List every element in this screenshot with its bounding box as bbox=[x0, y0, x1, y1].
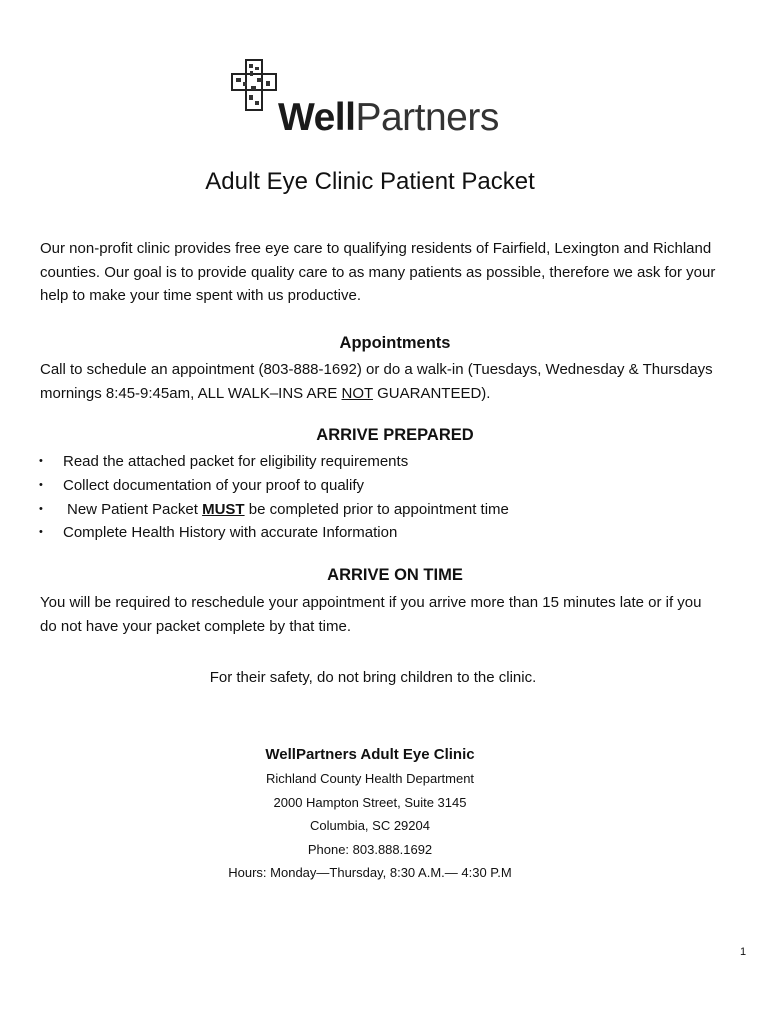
list-item-text-before: New Patient Packet bbox=[67, 500, 203, 518]
list-item-emphasis: MUST bbox=[202, 500, 245, 518]
clinic-street-address: 2000 Hampton Street, Suite 3145 bbox=[273, 794, 467, 810]
clinic-contact-block bbox=[0, 743, 740, 885]
logo-wordmark-light: Partners bbox=[355, 96, 499, 139]
cross-logo-icon bbox=[230, 58, 278, 114]
arrive-on-time-heading: ARRIVE ON TIME bbox=[327, 566, 463, 584]
list-item: • Read the attached packet for eligibility requirements bbox=[36, 450, 509, 474]
logo-wordmark-bold: Well bbox=[278, 96, 356, 139]
appointments-paragraph bbox=[40, 358, 720, 405]
list-item-text-after: be completed prior to appointment time bbox=[244, 500, 509, 518]
list-item: • Collect documentation of your proof to qualify bbox=[36, 474, 509, 498]
arrive-prepared-heading: ARRIVE PREPARED bbox=[316, 426, 474, 444]
clinic-phone: Phone: 803.888.1692 bbox=[307, 841, 433, 857]
clinic-hours: Hours: Monday—Thursday, 8:30 A.M.— 4:30 P.M bbox=[228, 865, 512, 881]
page-number: 1 bbox=[740, 946, 747, 958]
clinic-city-state-zip: Columbia, SC 29204 bbox=[310, 818, 430, 834]
appointments-heading: Appointments bbox=[339, 334, 451, 352]
appointments-emphasis: NOT bbox=[341, 384, 373, 402]
arrive-prepared-list bbox=[36, 450, 509, 545]
clinic-department: Richland County Health Department bbox=[265, 771, 475, 786]
document-title: Adult Eye Clinic Patient Packet bbox=[205, 168, 535, 195]
list-item bbox=[36, 498, 509, 522]
intro-paragraph: Our non-profit clinic provides free eye care to qualifying residents of Fairfield, Lexington and Richland counties. Our goal is to provide quality care to as many patients as possible, therefore we ask for your help to make your time spent with us productive. bbox=[40, 240, 716, 304]
clinic-name: WellPartners Adult Eye Clinic bbox=[265, 746, 475, 763]
wellpartners-logo bbox=[230, 58, 530, 138]
appointments-text-after: GUARANTEED). bbox=[372, 384, 491, 402]
appointments-text-before: Call to schedule an appointment (803-888-1692) or do a walk-in (Tuesdays, Wednesday & Thursdays mornings 8:45-9:45am, ALL WALK–INS ARE bbox=[40, 361, 713, 402]
safety-note: For their safety, do not bring children to the clinic. bbox=[209, 669, 537, 686]
logo-wordmark bbox=[278, 96, 499, 140]
list-item: • Complete Health History with accurate Information bbox=[36, 521, 509, 545]
arrive-on-time-paragraph: You will be required to reschedule your appointment if you arrive more than 15 minutes late or if you do not have your packet complete by that time. bbox=[40, 594, 702, 635]
